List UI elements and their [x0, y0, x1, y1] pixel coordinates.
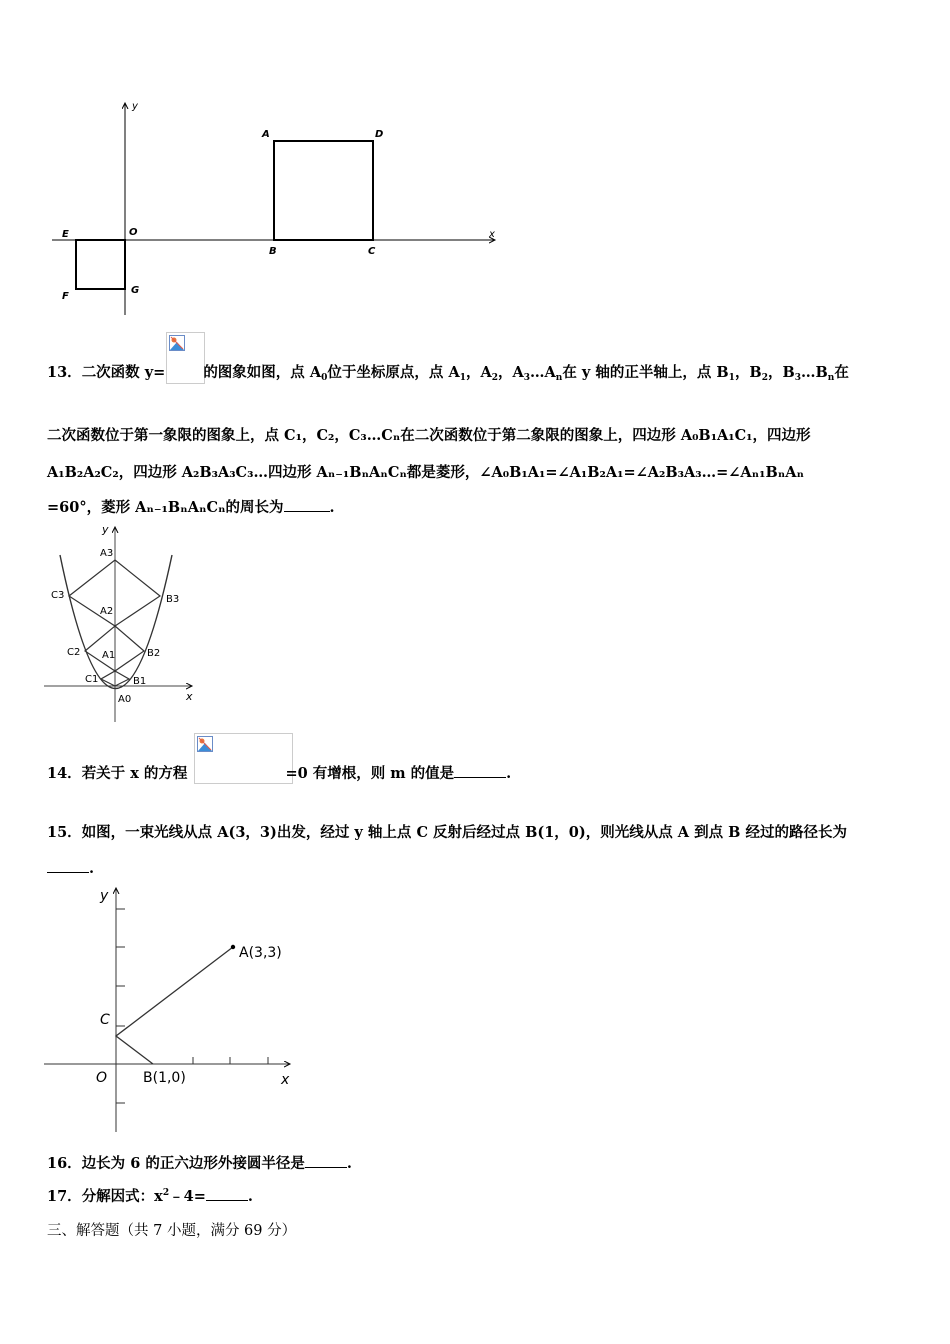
- section-3-heading: 三、解答题（共 7 小题，满分 69 分）: [47, 1223, 297, 1239]
- q14: 14．若关于 x 的方程 =0 有增根，则 m 的值是 .: [47, 765, 512, 782]
- square-abcd: [274, 141, 373, 240]
- label-d: D: [375, 129, 384, 140]
- label-a1: A1: [102, 650, 116, 661]
- label-c1: C1: [85, 674, 99, 685]
- label-b: B(1,0): [143, 1070, 186, 1086]
- answer-blank-q17: [206, 1188, 248, 1201]
- label-x: x: [489, 229, 495, 240]
- q13-line-2: 二次函数位于第一象限的图象上，点 C₁，C₂，C₃…Cₙ在二次函数位于第二象限的图象上，四边形 A₀B₁A₁C₁，四边形: [47, 427, 811, 444]
- figure-q12-squares: [40, 95, 510, 320]
- broken-image-icon: [169, 335, 185, 351]
- label-a0: A0: [118, 694, 132, 705]
- q15: 15．如图，一束光线从点 A(3，3)出发，经过 y 轴上点 C 反射后经过点 B(1，0)，则光线从点 A 到点 B 经过的路径长为: [47, 824, 847, 841]
- broken-image-icon: [197, 736, 213, 752]
- label-a: A: [262, 129, 270, 140]
- q17: 17．分解因式：$x^2﹣4=$ .: [47, 1188, 253, 1205]
- label-c: C: [368, 246, 376, 257]
- label-c: C: [100, 1012, 110, 1028]
- label-b: B: [269, 246, 277, 257]
- q13-line-4: =60°，菱形 Aₙ₋₁BₙAₙCₙ的周长为 .: [47, 499, 335, 516]
- point-a: [231, 945, 235, 949]
- label-c3: C3: [51, 590, 65, 601]
- q16: 16．边长为 6 的正六边形外接圆半径是 .: [47, 1155, 352, 1172]
- q13-line-1: 13．二次函数 y= 的图象如图，点 $A_0$位于坐标原点，点 $A_1$，$A_2$，$A_3\dots A_n$在 y 轴的正半轴上，点 $B_1$，$B_2$，$B_3\dots B_n$在: [47, 364, 849, 383]
- figure-q15-reflection: [40, 880, 300, 1136]
- label-x: x: [281, 1072, 290, 1088]
- answer-blank-q16: [305, 1155, 347, 1168]
- label-e: E: [62, 229, 69, 240]
- label-b2: B2: [147, 648, 161, 659]
- q13-line-3: A₁B₂A₂C₂，四边形 A₂B₃A₃C₃…四边形 Aₙ₋₁BₙAₙCₙ都是菱形，∠A₀B₁A₁=∠A₁B₂A₁=∠A₂B₃A₃…=∠Aₙ₁BₙAₙ: [47, 464, 805, 481]
- light-path: [116, 947, 233, 1064]
- label-b3: B3: [166, 594, 180, 605]
- label-c2: C2: [67, 647, 81, 658]
- label-g: G: [131, 285, 140, 296]
- parabola: [60, 555, 172, 689]
- label-o: O: [96, 1070, 108, 1086]
- label-a2: A2: [100, 606, 114, 617]
- label-x: x: [186, 690, 193, 703]
- label-a3: A3: [100, 548, 114, 559]
- answer-blank-q13: [284, 499, 330, 512]
- label-a: A(3,3): [239, 945, 282, 961]
- label-y: y: [132, 101, 138, 112]
- q15-blank-line: .: [47, 860, 94, 877]
- answer-blank-q14: [454, 765, 506, 778]
- label-y: y: [102, 523, 109, 536]
- label-y: y: [100, 888, 109, 904]
- label-o: O: [129, 227, 138, 238]
- figure-q13-rhombus: [40, 522, 200, 728]
- answer-blank-q15: [47, 860, 89, 873]
- label-f: F: [62, 291, 69, 302]
- label-b1: B1: [133, 676, 147, 687]
- square-efgo: [76, 240, 125, 289]
